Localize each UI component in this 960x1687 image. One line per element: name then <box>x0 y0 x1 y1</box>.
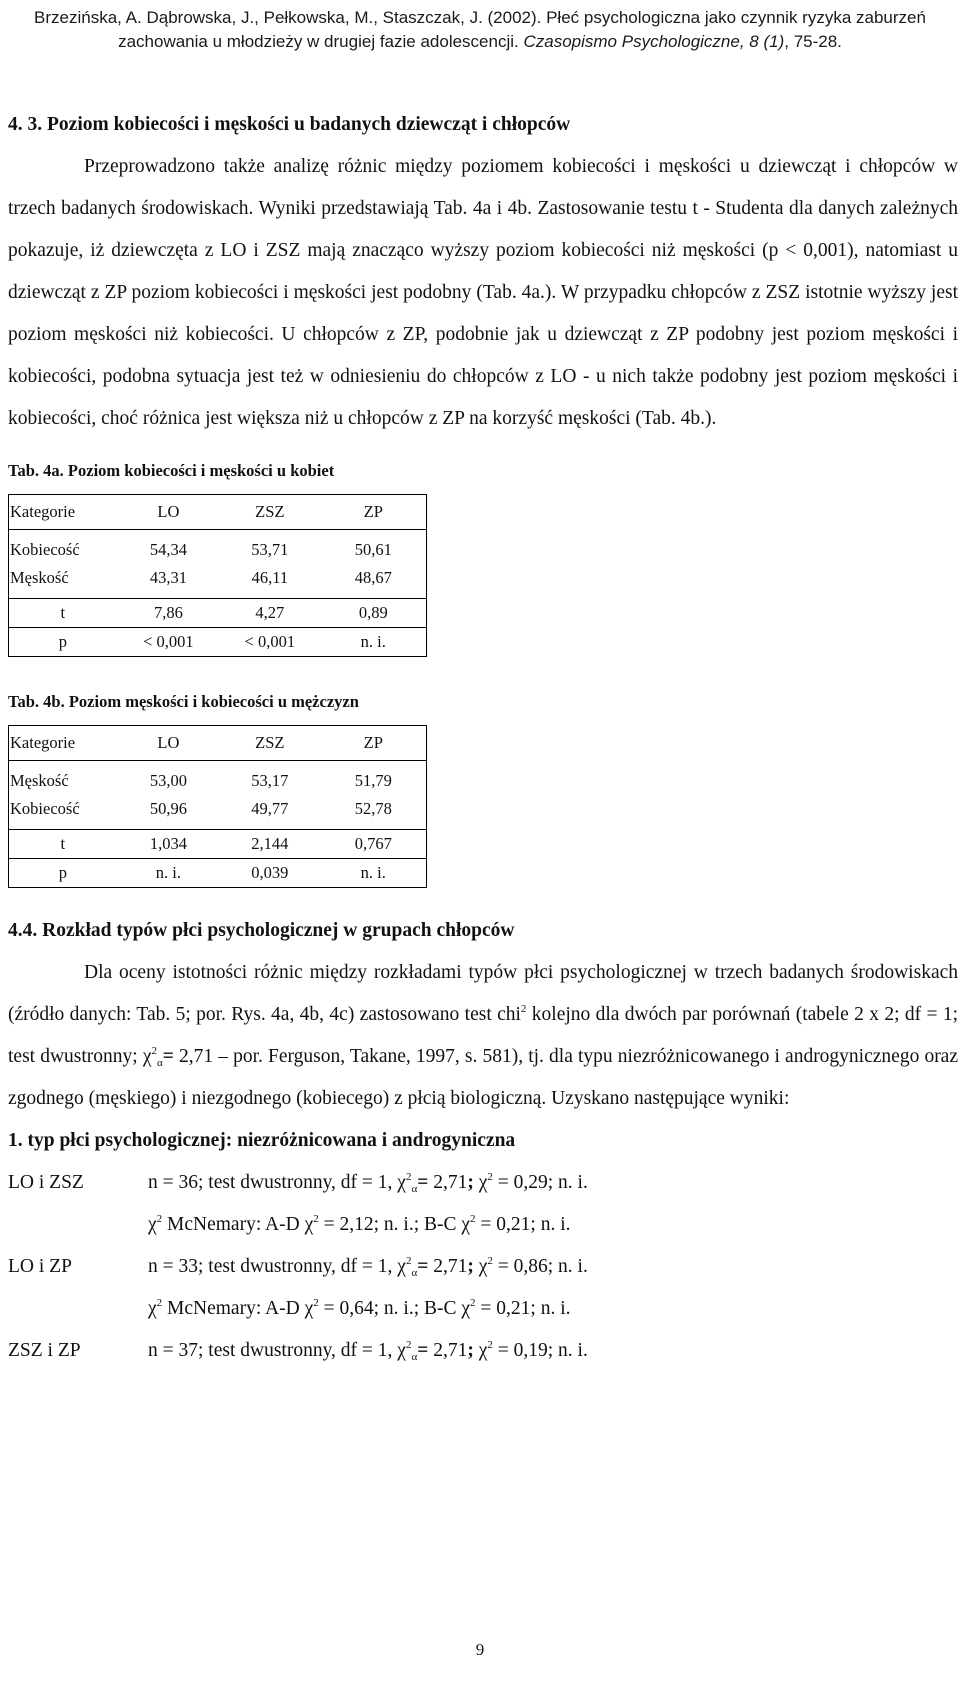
result-fragment: = 0,21; n. i. <box>475 1214 571 1235</box>
citation-pages: , 75-28. <box>784 32 842 51</box>
result-text: $\chi^2$ McNemary: A-D $\chi^2 = 0,64$; n. i.; B-C $\chi^2 = 0,21$; n. i. <box>148 1297 571 1319</box>
row-label: p <box>8 628 118 657</box>
column-header: ZSZ <box>219 495 320 530</box>
result-fragment: n = 37; test dwustronny, df = 1, χ <box>148 1340 406 1361</box>
column-header: ZP <box>321 726 426 761</box>
superscript: 2 <box>151 1045 157 1057</box>
section-4-4-heading: 4.4. Rozkład typów płci psychologicznej w grupach chłopców <box>8 920 515 941</box>
result-fragment: = 0,64; n. i.; B-C χ <box>318 1298 471 1319</box>
result-fragment: 2,71 <box>428 1256 468 1277</box>
table-cell: 7,86 <box>118 599 219 628</box>
section-4-3-paragraph: Przeprowadzono także analizę różnic między poziomem kobiecości i męskości u dziewcząt i chłopców w trzech badanych środowiskach. Wyniki przedstawiają Tab. 4a i 4b. Zastosowanie testu t - Studenta dla danych zależnych pokazuje, iż dziewczęta z LO i ZSZ mają znacząco wyższy poziom kobiecości niż męskości (p < 0,001), natomiast u dziewcząt z ZP poziom kobiecości i męskości jest podobny (Tab. 4a.). W przypadku chłopców z ZSZ istotnie wyższy jest poziom męskości niż kobiecości. U chłopców z ZP, podobnie jak u dziewcząt z ZP podobny jest poziom męskości i kobiecości, podobna sytuacja jest też w odniesieniu do chłopców z LO - u nich także podobny jest poziom męskości i kobiecości, choć różnica jest większa niż u chłopców z ZP na korzyść męskości (Tab. 4b.). <box>8 156 958 429</box>
result-fragment: n = 36; test dwustronny, df = 1, χ <box>148 1172 406 1193</box>
paragraph-text: 2,71 – por. Ferguson, Takane, 1997, s. 581), tj. dla typu niezróżnicowanego i androgynicznego oraz zgodnego (męskiego) i niezgodnego (kobiecego) z płcią biologiczną. Uzyskano następujące wyniki: <box>8 1046 958 1109</box>
table-cell: 43,31 <box>149 568 187 587</box>
table-cell: 1,034 <box>118 830 219 859</box>
result-row <box>8 1162 958 1204</box>
table-cell: 0,89 <box>321 599 426 628</box>
table-cell: n. i. <box>321 628 426 657</box>
column-header: LO <box>118 495 219 530</box>
comparison-label: ZSZ i ZP <box>8 1340 81 1361</box>
table-header-row <box>8 726 426 761</box>
table-cell: 52,78 <box>354 799 392 818</box>
result-fragment: = 0,21; n. i. <box>475 1298 571 1319</box>
row-label: Kobiecość <box>10 540 80 559</box>
column-header: ZSZ <box>219 726 320 761</box>
subscript: α <box>156 1057 163 1069</box>
row-label: Męskość <box>10 568 69 587</box>
table-cell: 50,96 <box>149 799 187 818</box>
row-label: Męskość <box>10 771 69 790</box>
page-body <box>8 104 958 1372</box>
result-row <box>8 1330 958 1372</box>
table-row-t <box>8 830 426 859</box>
result-text: $\chi^2$ McNemary: A-D $\chi^2 = 2,12$; n. i.; B-C $\chi^2 = 0,21$; n. i. <box>148 1213 571 1235</box>
row-label: Kobiecość <box>10 799 80 818</box>
result-fragment: χ <box>473 1172 488 1193</box>
result-fragment: 2,71 <box>428 1172 468 1193</box>
table-row-p <box>8 628 426 657</box>
result-row <box>8 1288 958 1330</box>
citation-text: zachowania u młodzieży w drugiej fazie adolescencji. <box>118 32 524 51</box>
result-row <box>8 1246 958 1288</box>
table-cell: 0,039 <box>219 859 320 888</box>
result-text: n = 33; test dwustronny, df = 1, $\chi^2_\alpha= 2,71$; $\chi^2 = 0,86$; n. i. <box>148 1255 588 1279</box>
row-label: p <box>8 859 118 888</box>
result-fragment: χ <box>473 1256 488 1277</box>
page-number: 9 <box>475 1640 485 1659</box>
citation-line-1: Brzezińska, A. Dąbrowska, J., Pełkowska, M., Staszczak, J. (2002). Płeć psychologiczna jako czynnik ryzyka zaburzeń <box>34 8 926 27</box>
table-cell: 49,77 <box>251 799 289 818</box>
citation-line-2 <box>0 30 960 54</box>
result-fragment: = 0,29; n. i. <box>492 1172 588 1193</box>
result-fragment: McNemary: A-D χ <box>162 1214 314 1235</box>
result-fragment: n = 33; test dwustronny, df = 1, χ <box>148 1256 406 1277</box>
column-header: ZP <box>321 495 426 530</box>
comparison-label <box>8 1204 148 1246</box>
table-4b-title: Tab. 4b. Poziom męskości i kobiecości u mężczyzn <box>8 692 359 711</box>
table-row <box>8 564 426 592</box>
table-cell: 46,11 <box>251 568 289 587</box>
result-subheading: 1. typ płci psychologicznej: niezróżnicowana i androgyniczna <box>8 1130 516 1151</box>
table-row <box>8 795 426 823</box>
result-fragment: McNemary: A-D χ <box>162 1298 314 1319</box>
table-header-row <box>8 495 426 530</box>
results-list <box>8 1162 958 1372</box>
table-cell: < 0,001 <box>118 628 219 657</box>
table-cell: 50,61 <box>354 540 392 559</box>
comparison-label: LO i ZSZ <box>8 1172 84 1193</box>
table-cell: 53,00 <box>149 771 187 790</box>
section-4-3-heading: 4. 3. Poziom kobiecości i męskości u badanych dziewcząt i chłopców <box>8 114 571 135</box>
column-header: Kategorie <box>8 495 118 530</box>
table-row <box>8 536 426 564</box>
result-fragment: χ <box>473 1340 488 1361</box>
table-row-t <box>8 599 426 628</box>
table-row-p <box>8 859 426 888</box>
table-cell: 51,79 <box>354 771 392 790</box>
column-header: LO <box>118 726 219 761</box>
result-text: n = 36; test dwustronny, df = 1, $\chi^2_\alpha= 2,71$; $\chi^2 = 0,29$; n. i. <box>148 1171 588 1195</box>
equals-sign: = <box>162 1046 174 1067</box>
section-4-4-paragraph <box>8 952 958 1120</box>
table-row <box>8 767 426 795</box>
result-fragment: χ <box>148 1298 157 1319</box>
result-fragment: = 0,86; n. i. <box>492 1256 588 1277</box>
table-4b <box>8 725 958 888</box>
table-4a-title: Tab. 4a. Poziom kobiecości i męskości u kobiet <box>8 461 335 480</box>
result-fragment: 2,71 <box>428 1340 468 1361</box>
table-cell: n. i. <box>321 859 426 888</box>
result-fragment: = 2,12; n. i.; B-C χ <box>318 1214 471 1235</box>
row-label: t <box>8 599 118 628</box>
table-cell: 54,34 <box>149 540 187 559</box>
comparison-label <box>8 1288 148 1330</box>
result-row <box>8 1204 958 1246</box>
table-cell: 48,67 <box>354 568 392 587</box>
table-cell: 4,27 <box>219 599 320 628</box>
table-cell: < 0,001 <box>219 628 320 657</box>
table-cell: 53,71 <box>251 540 289 559</box>
table-cell: 53,17 <box>251 771 289 790</box>
table-4a <box>8 494 958 657</box>
column-header: Kategorie <box>8 726 118 761</box>
paragraph-text: Dla oceny istotności różnic między rozkładami typów płci psychologicznej w trzech badanych środowiskach (źródło danych: Tab. 5; por. Rys. 4a, 4b, 4c) zastosowano test chi <box>8 962 958 1025</box>
comparison-label: LO i ZP <box>8 1256 72 1277</box>
result-fragment: = 0,19; n. i. <box>492 1340 588 1361</box>
table-cell: 2,144 <box>219 830 320 859</box>
table-cell: n. i. <box>118 859 219 888</box>
superscript: 2 <box>520 1003 527 1015</box>
row-label: t <box>8 830 118 859</box>
paragraph-text: kolejno dla dwóch par porównań (tabele 2 x 2; df = 1; test dwustronny; χ <box>8 1004 958 1067</box>
citation-header <box>0 6 960 54</box>
result-fragment: χ <box>148 1214 157 1235</box>
journal-name: Czasopismo Psychologiczne, 8 (1) <box>523 32 785 51</box>
table-cell: 0,767 <box>321 830 426 859</box>
result-text: n = 37; test dwustronny, df = 1, $\chi^2_\alpha= 2,71$; $\chi^2 = 0,19$; n. i. <box>148 1339 588 1363</box>
